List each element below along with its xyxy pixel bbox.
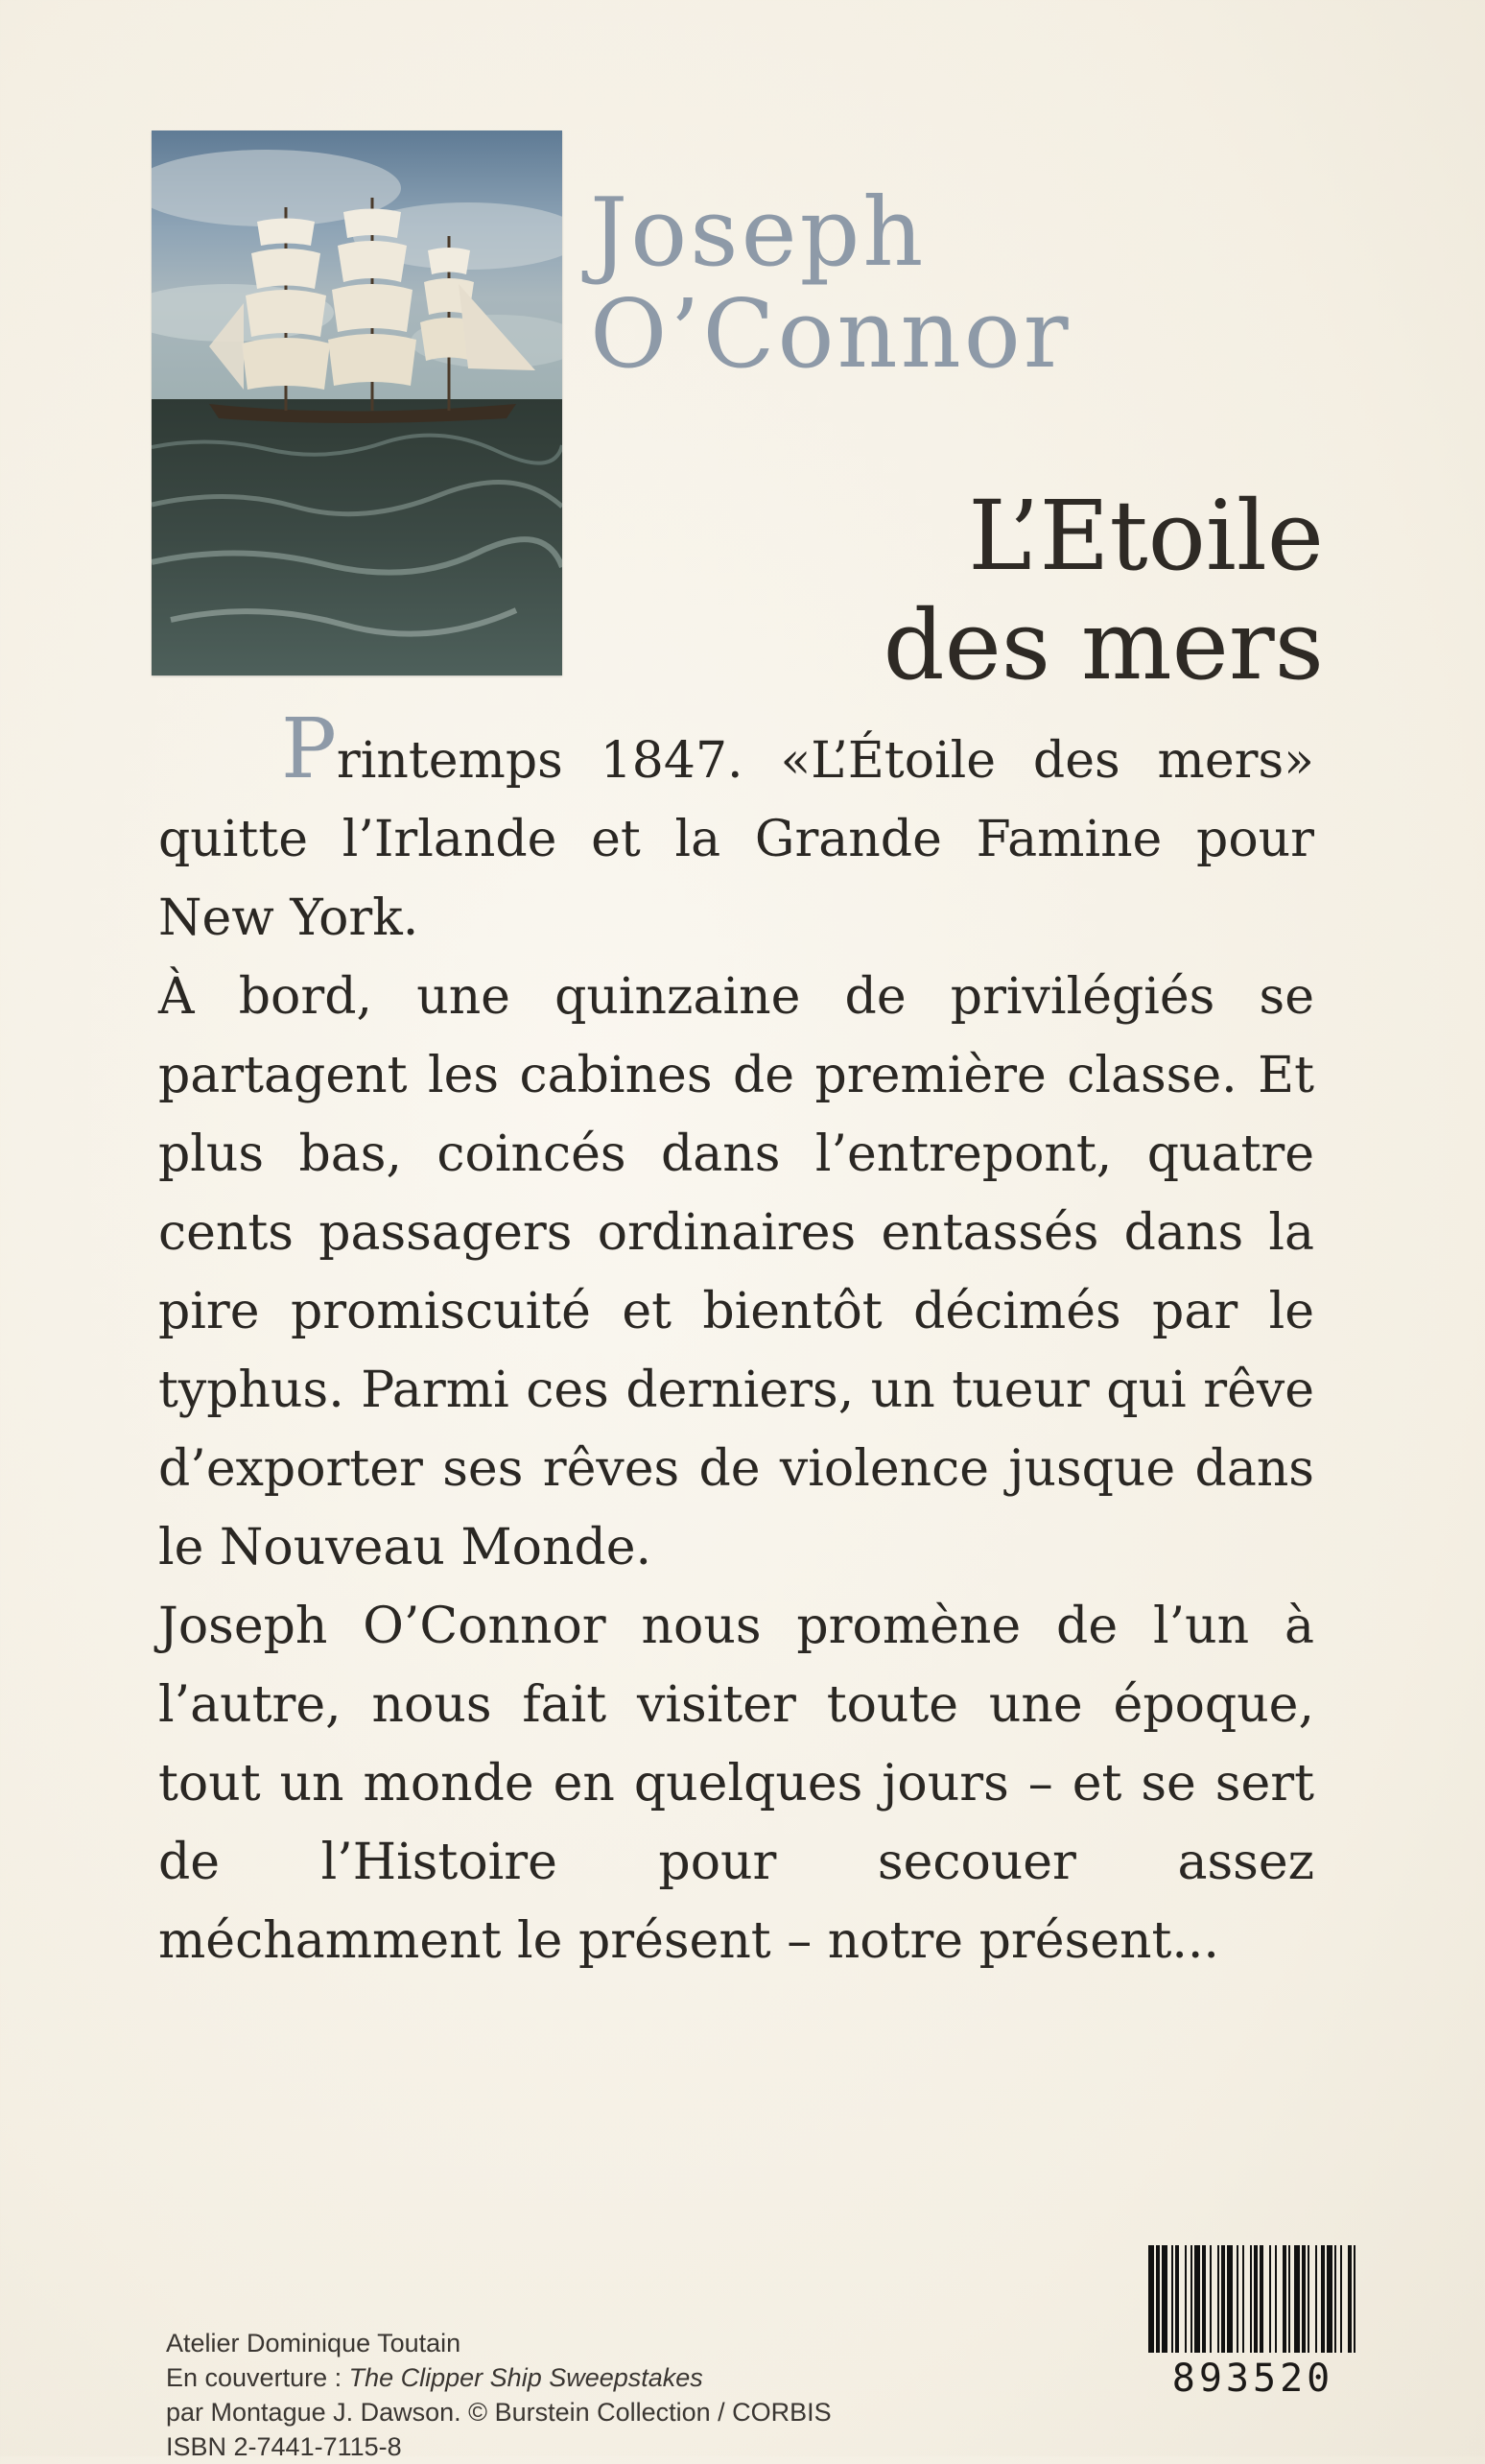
barcode-stripe — [1217, 2245, 1219, 2353]
barcode-stripe — [1210, 2245, 1212, 2353]
cover-painting-image — [152, 130, 562, 675]
barcode-stripe — [1288, 2245, 1290, 2353]
barcode-stripe — [1190, 2245, 1192, 2353]
barcode-stripe — [1202, 2245, 1206, 2353]
barcode-stripe — [1171, 2245, 1173, 2353]
barcode-stripe — [1194, 2245, 1200, 2353]
isbn: ISBN 2-7441-7115-8 — [166, 2432, 402, 2461]
blurb-paragraph-1-text: rintemps 1847. «L’Étoile des mers» quitte l’Irlande et la Grande Famine pour New York. — [158, 732, 1314, 947]
barcode-stripe — [1148, 2245, 1154, 2353]
barcode-stripe — [1315, 2245, 1317, 2353]
back-cover-blurb — [158, 701, 1314, 1980]
barcode-stripe — [1327, 2245, 1332, 2353]
author-line-2: O’Connor — [590, 280, 1072, 390]
clipper-ship-icon — [152, 130, 562, 675]
author-name — [590, 178, 1261, 390]
barcode-stripe — [1321, 2245, 1325, 2353]
barcode-stripe — [1254, 2245, 1258, 2353]
credits-cover-prefix: En couverture : — [166, 2363, 349, 2392]
barcode-bars-icon — [1146, 2245, 1359, 2353]
credits-cover-line — [166, 2360, 1029, 2395]
barcode-stripe — [1237, 2245, 1238, 2353]
blurb-paragraph-1 — [158, 701, 1314, 958]
barcode-stripe — [1175, 2245, 1179, 2353]
barcode-stripe — [1348, 2245, 1352, 2353]
author-line-1: Joseph — [590, 178, 927, 288]
book-title — [652, 482, 1324, 700]
cover-credits — [166, 2326, 1029, 2464]
blurb-paragraph-3: Joseph O’Connor nous promène de l’un à l’autre, nous fait visiter toute une époque, tout un monde en quelques jours – et se sert de l’Histoire pour secouer assez méchamment le présent – notre présent... — [158, 1598, 1314, 1970]
title-line-2: des mers — [883, 589, 1324, 701]
barcode-stripe — [1283, 2245, 1286, 2353]
barcode-stripe — [1227, 2245, 1233, 2353]
barcode-stripe — [1162, 2245, 1167, 2353]
drop-cap: P — [281, 701, 337, 797]
credits-painter: par Montague J. Dawson. © Burstein Collection / CORBIS — [166, 2398, 832, 2427]
barcode-number: 893520 — [1171, 2357, 1334, 2401]
credits-painting-title: The Clipper Ship Sweepstakes — [348, 2363, 703, 2392]
barcode-stripe — [1260, 2245, 1263, 2353]
barcode-stripe — [1242, 2245, 1244, 2353]
barcode-stripe — [1334, 2245, 1336, 2353]
barcode-stripe — [1221, 2245, 1225, 2353]
barcode-stripe — [1340, 2245, 1342, 2353]
barcode-stripe — [1185, 2245, 1187, 2353]
barcode-stripe — [1294, 2245, 1300, 2353]
blurb-paragraph-2: À bord, une quinzaine de privilégiés se partagent les cabines de première classe. Et plus bas, coincés dans l’entrepont, quatre cents passagers ordinaires entassés dans la pire promiscuité et bientôt décimés par le typhus. Parmi ces derniers, un tueur qui rêve d’exporter ses rêves de violence jusque dans le Nouveau Monde. — [158, 968, 1314, 1576]
barcode-stripe — [1156, 2245, 1160, 2353]
barcode-stripe — [1275, 2245, 1277, 2353]
credits-design: Atelier Dominique Toutain — [166, 2329, 461, 2357]
barcode-stripe — [1308, 2245, 1309, 2353]
title-line-1: L’Etoile — [968, 480, 1324, 592]
barcode-stripe — [1354, 2245, 1355, 2353]
barcode-stripe — [1269, 2245, 1271, 2353]
barcode-stripe — [1250, 2245, 1252, 2353]
barcode-stripe — [1302, 2245, 1306, 2353]
barcode — [1146, 2245, 1359, 2403]
